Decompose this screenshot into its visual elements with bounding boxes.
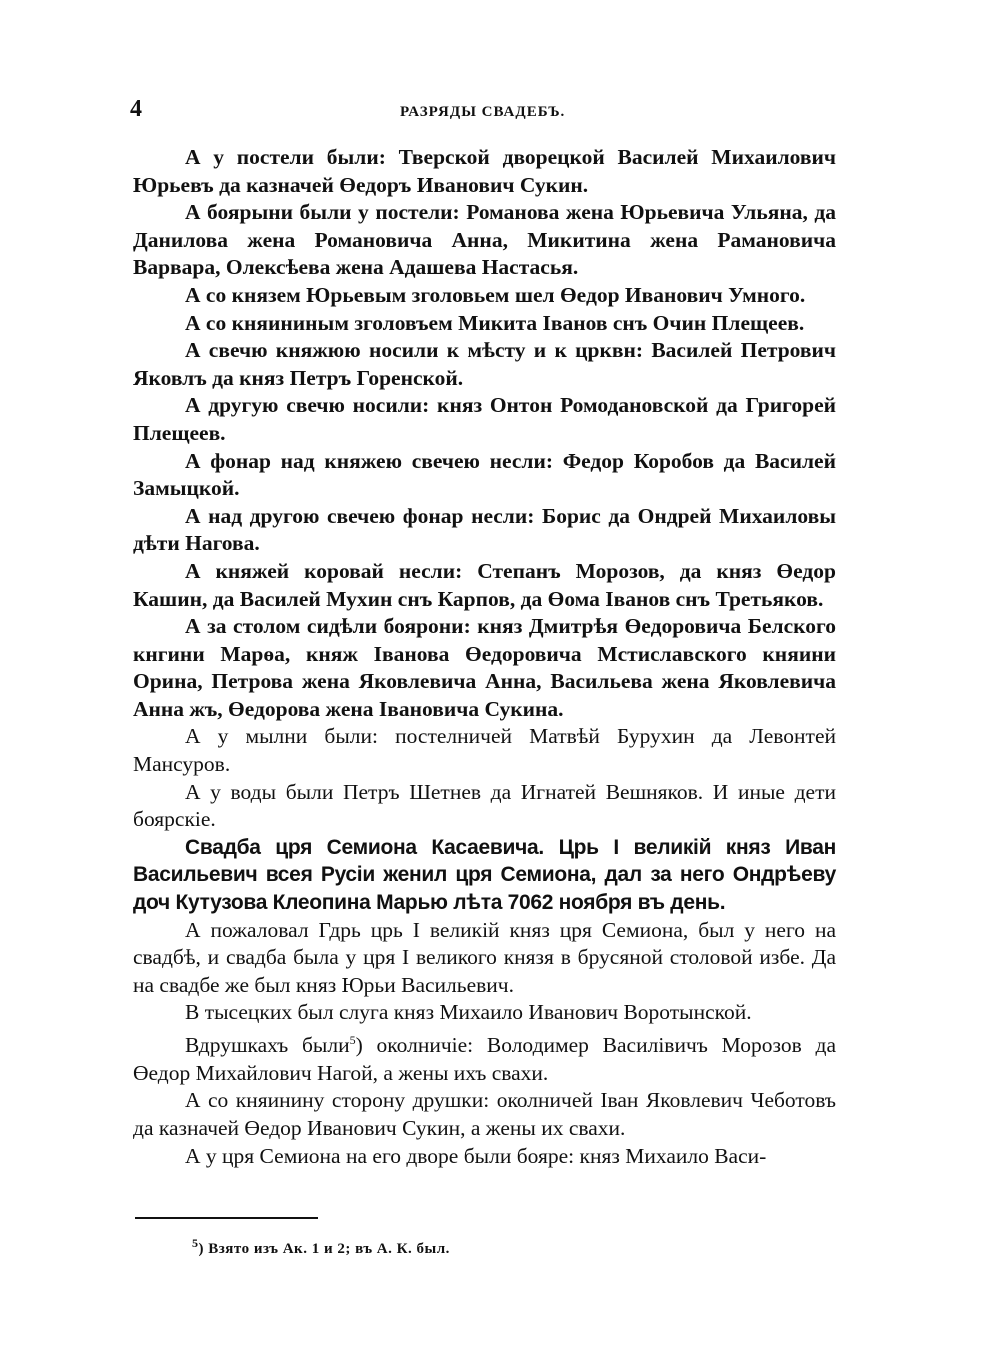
paragraph: А боярыни были у постели: Романова жена Юрьевича Ульяна, да Данилова жена Романовича Анна, Микитина жена Рамановича Варвара, Олексѣева жена Адашева Настасья. bbox=[133, 200, 836, 280]
paragraph: А у цря Семиона на его дворе были бояре: княз Михаило Васи- bbox=[185, 1143, 767, 1168]
footnote-divider bbox=[135, 1217, 318, 1219]
section-heading: Свадба цря Семиона Касаевича. Црь І великій княз Иван Васильевич всея Русіи женил цря Семиона, дал за него Ондрѣеву доч Кутузова Клеопина Марью лѣта 7062 ноября въ день. bbox=[133, 835, 836, 915]
paragraph: А со князем Юрьевым зголовьем шел Өедор Иванович Умного. bbox=[185, 282, 806, 307]
paragraph: А княжей коровай несли: Степанъ Морозов, да княз Өедор Кашин, да Василей Мухин снъ Карпов, да Өома Іванов снъ Третьяков. bbox=[133, 558, 836, 611]
paragraph: А у постели были: Тверской дворецкой Василей Михаилович Юрьевъ да казначей Өедоръ Иванович Сукин. bbox=[133, 145, 836, 197]
paragraph-lead: Вдрушкахъ были bbox=[185, 1033, 350, 1058]
paragraph: А фонар над княжею свечею несли: Федор Коробов да Василей Замыцкой. bbox=[133, 448, 836, 501]
footnote-marker: 5 bbox=[192, 1236, 199, 1250]
paragraph: А над другою свечею фонар несли: Борис да Ондрей Михаиловы дѣти Нагова. bbox=[133, 503, 836, 556]
paragraph: А свечю княжюю носили к мѣсту и к црквн: Василей Петрович Яковлъ да княз Петръ Горенской. bbox=[133, 338, 836, 390]
page-number: 4 bbox=[130, 96, 142, 122]
main-text bbox=[133, 144, 836, 1170]
paragraph: В тысецких был слуга княз Михаило Иванович Воротынской. bbox=[185, 1000, 752, 1025]
footnote bbox=[192, 1236, 450, 1258]
paragraph: А со княининым зголовъем Микита Іванов снъ Очин Плещеев. bbox=[185, 310, 805, 335]
paragraph: А у мылни были: постелничей Матвѣй Бурухин да Левонтей Мансуров. bbox=[133, 724, 836, 777]
running-title: РАЗРЯДЫ СВАДЕБЪ. bbox=[400, 104, 566, 120]
paragraph: А пожаловал Гдрь црь І великій княз цря Семиона, был у него на свадбѣ, и свадба была у цря І великого князя в брусяной столовой избе. Да на свадбе же был княз Юрьи Васильевич. bbox=[133, 917, 836, 997]
footnote-text: ) Взято изъ Ак. 1 и 2; въ А. К. был. bbox=[198, 1241, 450, 1257]
paragraph-rest: ) околничіе: Володимер Василівичъ Морозов да Өедор Михайлович Нагой, а жены ихъ свахи. bbox=[133, 1033, 836, 1085]
footnote-ref: 5 bbox=[349, 1033, 356, 1047]
paragraph: А другую свечю носили: княз Онтон Ромодановской да Григорей Плещеев. bbox=[133, 393, 836, 445]
paragraph-with-footnote bbox=[133, 1027, 836, 1087]
paragraph: А у воды были Петръ Шетнев да Игнатей Вешняков. И иные дети боярскіе. bbox=[133, 779, 836, 832]
paragraph: А за столом сидѣли боярони: княз Дмитрѣя Өедоровича Белского кнгини Марөа, княж Іванова Өедоровича Мстиславского княини Орина, Петрова жена Яковлевича Анна, Васильева жена Яковлевича Анна жъ, Өедорова жена Івановича Сукина. bbox=[133, 614, 836, 721]
paragraph: А со княинину сторону друшки: околничей Іван Яковлевич Чеботовъ да казначей Өедор Иванович Сукин, а жены их свахи. bbox=[133, 1088, 836, 1140]
